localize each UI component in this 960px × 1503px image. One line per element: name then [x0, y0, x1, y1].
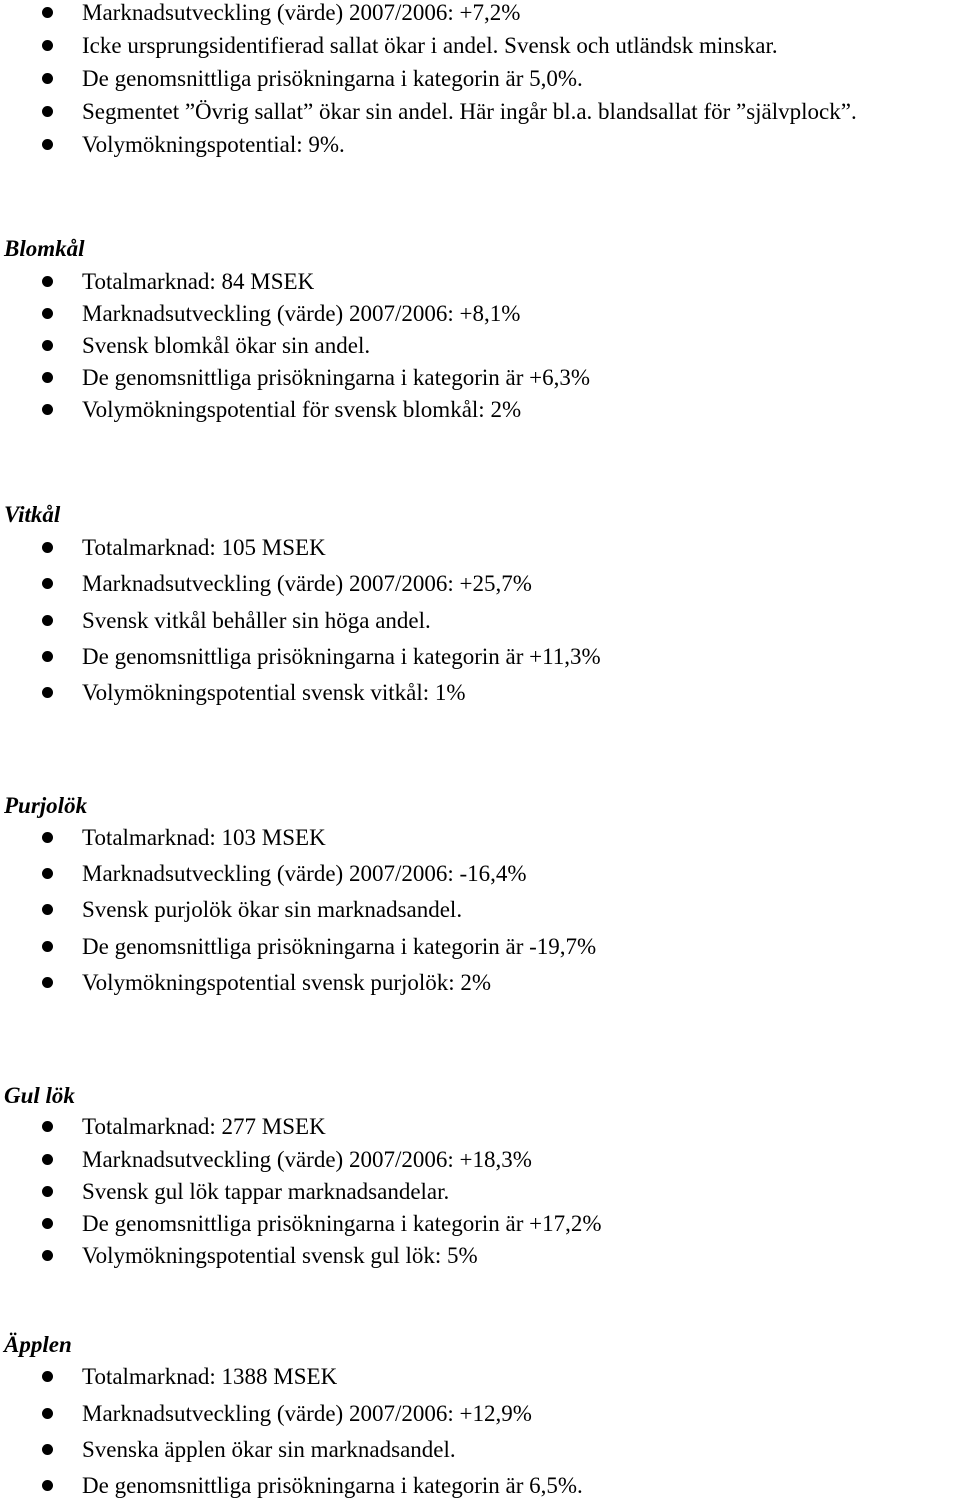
bullet-icon [42, 40, 53, 51]
section-heading: Vitkål [4, 502, 61, 527]
bullet-icon [42, 7, 53, 18]
bullet-icon [42, 941, 53, 952]
bullet-icon [42, 276, 53, 287]
section-heading: Gul lök [4, 1083, 75, 1108]
bullet-icon [42, 578, 53, 589]
bullet-icon [42, 904, 53, 915]
section-heading: Blomkål [4, 236, 85, 261]
bullet-icon [42, 832, 53, 843]
bullet-icon [42, 1121, 53, 1132]
bullet-icon [42, 73, 53, 84]
bullet-icon [42, 542, 53, 553]
bullet-icon [42, 1480, 53, 1491]
bullet-icon [42, 1444, 53, 1455]
bullet-icon [42, 868, 53, 879]
bullet-icon [42, 1408, 53, 1419]
bullet-icon [42, 615, 53, 626]
bullet-icon [42, 308, 53, 319]
bullet-icon [42, 1371, 53, 1382]
bullet-icon [42, 372, 53, 383]
bullet-icon [42, 687, 53, 698]
bullet-icon [42, 977, 53, 988]
bullet-icon [42, 1186, 53, 1197]
bullet-icon [42, 340, 53, 351]
bullet-icon [42, 106, 53, 117]
bullet-icon [42, 1154, 53, 1165]
bullet-icon [42, 139, 53, 150]
bullet-icon [42, 1218, 53, 1229]
section-heading: Äpplen [4, 1332, 72, 1357]
bullet-icon [42, 1250, 53, 1261]
section-heading: Purjolök [4, 793, 88, 818]
bullet-icon [42, 404, 53, 415]
bullet-icon [42, 651, 53, 662]
document-page: Marknadsutveckling (värde) 2007/2006: +7,2% Icke ursprungsidentifierad sallat ökar i andel. Svensk och utländsk minskar. De genomsnittliga prisökningarna i kategorin är 5,0%. Segmentet ”Övrig sallat” ökar sin andel. Här ingår bl.a. blandsallat för ”självplock”. Volymökningspotential: 9%. Blomkål Totalmarknad: 84 MSEK Marknadsutveckling (värde) 2007/2006: +8,1% Svensk blomkål ökar sin andel. De genomsnittliga prisökningarna i kategorin är +6,3% Volymökningspotential för svensk blomkål: 2% Vitkål Totalmarknad: 105 MSEK Marknadsutveckling (värde) 2007/2006: +25,7% Svensk vitkål behåller sin höga andel. De genomsnittliga prisökningarna i kategorin är +11,3% Volymökningspotential svensk vitkål: 1% Purjolök Totalmarknad: 103 MSEK Marknadsutveckling (värde) 2007/2006: -16,4% Svensk purjolök ökar sin marknadsandel. De genomsnittliga prisökningarna i kategorin är -19,7% Volymökningspotential svensk purjolök: 2% Gul lök Totalmarknad: 277 MSEK Marknadsutveckling (värde) 2007/2006: +18,3% Svensk gul lök tappar marknadsandelar. De genomsnittliga prisökningarna i kategorin är +17,2% Volymökningspotential svensk gul lök: 5% Äpplen Totalmarknad: 1388 MSEK Marknadsutveckling (värde) 2007/2006: +12,9% Svenska äpplen ökar sin marknadsandel. De genomsnittliga prisökningarna i kategorin är 6,5%. [4, 0, 857, 1498]
